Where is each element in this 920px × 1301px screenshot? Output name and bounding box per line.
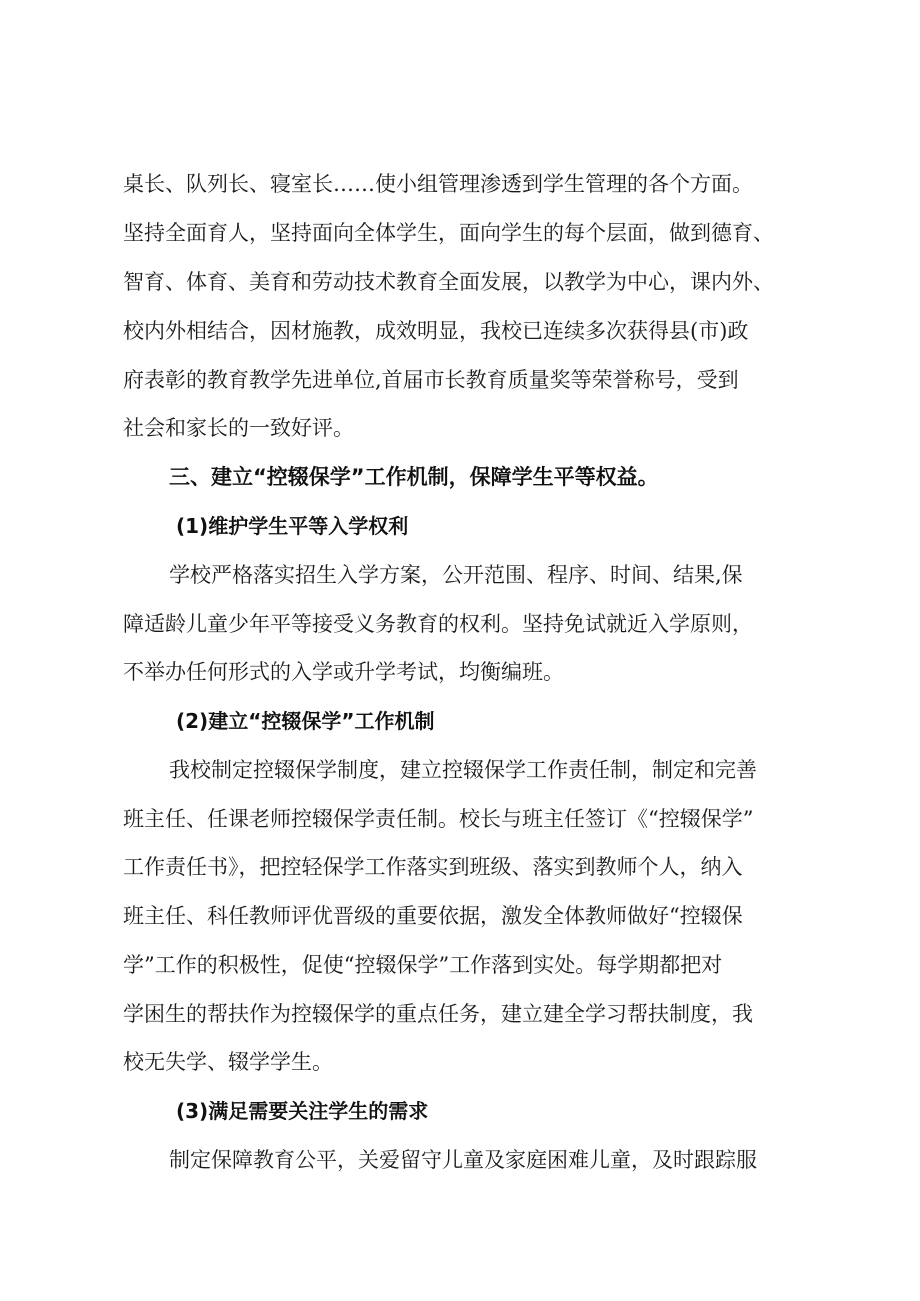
body-text-line: 府表彰的教育教学先进单位,首届市长教育质量奖等荣誉称号，受到 (123, 368, 739, 392)
subsection-heading: (1)维护学生平等入学权利 (176, 514, 409, 538)
body-text-line: 社会和家长的一致好评。 (123, 416, 354, 440)
body-text-line: 工作责任书》，把控轻保学工作落实到班级、落实到教师个人，纳入 (123, 855, 743, 879)
body-text-line: 智育、体育、美育和劳动技术教育全面发展，以教学为中心，课内外、 (123, 270, 774, 294)
body-text-line: 学困生的帮扶作为控辍保学的重点任务，建立建全学习帮扶制度，我 (123, 1002, 753, 1026)
body-text-line: 不举办任何形式的入学或升学考试，均衡编班。 (123, 660, 564, 684)
body-text-line: 校内外相结合，因材施教，成效明显，我校已连续多次获得县(市)政 (123, 319, 749, 343)
body-text-line: 桌长、队列长、寝室长……使小组管理渗透到学生管理的各个方面。 (123, 172, 753, 196)
section-heading: 三、建立“控辍保学”工作机制，保障学生平等权益。 (169, 465, 659, 489)
body-text-line: 校无失学、辍学学生。 (123, 1050, 333, 1074)
body-text-line: 制定保障教育公平，关爱留守儿童及家庭困难儿童，及时跟踪服 (169, 1148, 757, 1172)
body-text-line: 学校严格落实招生入学方案，公开范围、程序、时间、结果,保 (169, 563, 743, 587)
body-text-line: 学”工作的积极性，促使“控辍保学”工作落到实处。每学期都把对 (123, 953, 723, 977)
subsection-heading: (3)满足需要关注学生的需求 (176, 1099, 429, 1123)
body-text-line: 障适龄儿童少年平等接受义务教育的权利。坚持免试就近入学原则， (123, 612, 753, 636)
body-text-line: 我校制定控辍保学制度，建立控辍保学工作责任制，制定和完善 (169, 758, 757, 782)
body-text-line: 班主任、任课老师控辍保学责任制。校长与班主任签订《“控辍保学” (123, 807, 754, 831)
body-text-line: 坚持全面育人，坚持面向全体学生，面向学生的每个层面，做到德育、 (123, 221, 774, 245)
body-text-line: 班主任、科任教师评优晋级的重要依据，激发全体教师做好“控辍保 (123, 904, 743, 928)
subsection-heading: (2)建立“控辍保学”工作机制 (176, 709, 435, 733)
